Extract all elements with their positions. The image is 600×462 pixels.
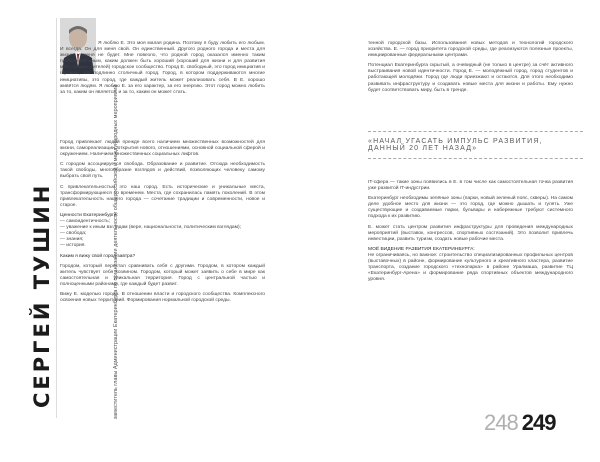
paragraph: С городом ассоциируется свобода. Образование и развитие. Отсюда необходимость такой свободы, многообразие взглядов и действий, позволяющих человеку самому выбрать свой путь. <box>60 162 265 180</box>
paragraph: IT-сфера — такие зоны появились в Е. в том числе как самостоятельная точка развития уже развитой IT-индустрии. <box>368 180 573 192</box>
paragraph: Город привлекает людей прежде всего наличием множественных возможностей для жизни, самореализации, открытия нового, отношениями, основной социальной сферой и окружением. Наличием множественных социальных лифтов. <box>60 140 265 158</box>
paragraph: Потенциал Екатеринбурга скрытый, а очевидный (не только в центре) за счёт активного выстраивания новой идентичности. Город Е. — молодёжный город, город студентов и работающей молодёжи. Город где люди приезжают и остаются. Для этого необходимо развивать инфраструктуру и создавать новые места для жизни и работы. Ему нужно будет соответствовать миру, быть в тренде. <box>368 63 573 93</box>
column-right-bottom <box>368 180 573 287</box>
page-numbers <box>484 410 555 436</box>
section-heading: МОЁ ВИДЕНИЕ РАЗВИТИЯ ЕКАТЕРИНБУРГА: <box>368 246 475 252</box>
intro-text: Я люблю Е. Это моя малая родина. Поэтому я буду любить его любым. И всегда. Он для меня свой. Он единственный. Другого родного города и места для жизни у меня не будет. Мне повезло, что родной город оказался именно таким привлекательным, каким должен быть хороший (хороший для жизни и для развития мест, семьи, жителей) городское сообщество. Город Е. свободный, это город инициатив и горожан, это подлинно столичный город. Город, в котором поддерживаются многие инициативы, это город, где каждый житель может реализовать себя. В Е. хорошо живётся людям. Я люблю Е. за его характер, за его энергию. Этот город можно любить за то, каким он является, и за то, каким он может стать. <box>60 41 265 95</box>
values-list <box>60 219 265 249</box>
page-number-right: 249 <box>521 410 556 435</box>
list-item: — знания; <box>60 237 84 243</box>
column-left <box>60 140 265 308</box>
person-name: СЕРГЕЙ ТУШИН <box>30 182 54 408</box>
list-item: — свобода; <box>60 231 87 237</box>
pull-quote: «НАЧАЛ УГАСАТЬ ИМПУЛЬС РАЗВИТИЯ, ДАННЫЙ 20 ЛЕТ НАЗАД» <box>368 131 583 159</box>
list-item: — уважение к иным взглядам (вере, национальности, политическим взглядам); <box>60 225 241 231</box>
list-item: — самоидентичность; <box>60 219 111 225</box>
paragraph: Е. может стать центром развития инфраструктуры для проведения международных мероприятий (выставок, конгрессов, спортивных состязаний). Это позволит привлечь инвестиции, развить туризм, создать новые рабочие места. <box>368 224 573 242</box>
column-right-top <box>368 41 573 98</box>
paragraph: тенной городской базы. Использования новых методов и технологий городского хозяйства. Е. — город приоритета городской среды, где реализуются полезные проекты, инициированные федеральными центрами. <box>368 41 573 59</box>
page-number-left: 248 <box>484 410 518 435</box>
paragraph: Екатеринбург необходимы зелёные зоны (парки, новый зеленый пояс, скверы). На самом деле удобное место для жизни — это город, где можно дышать и гулять. Уже существующие и создаваемые парки, бульвары и набережные требуют системного подхода к их развитию. <box>368 196 573 220</box>
list-item: — история. <box>60 243 86 249</box>
paragraph: Не ограничиваясь, но важное: строительство специализированных профильных центров (выставочных) в районе, формирование культурного и креативного кластера, развитие транспорта, создание городского «технопарка» в районе Уралмаша, развитие ТЦ «Екатеринбург-Арена» и формирование ряда спортивных объектов международного уровня. <box>368 252 573 283</box>
intro-paragraph <box>60 41 265 96</box>
person-role: заместитель главы Администрации Екатеринбурга по организации деятельности общероссийской и международных мероприятий <box>113 84 119 420</box>
question-heading: Каким я вижу свой город завтра? <box>60 253 136 259</box>
paragraph: С привлекательностью это наш город. Есть исторические и уникальные места, трансформирующиеся со временем. Места, где сохранилась память поколений. В этом привлекательность нашего города — сочетание традиции и современности, новое и старое. <box>60 184 265 208</box>
paragraph: Вижу Е. моделью города. В отношении власти и городского сообщества. Комплексного освоения новых территорий. Формирования нормальной городской среды. <box>60 291 265 304</box>
list-title: Ценности Екатеринбурга: <box>60 212 118 218</box>
column-rule <box>56 18 57 418</box>
paragraph: Городом, который перестал сравнивать себя с другими. Городом, в котором каждый житель чувствует себя хозяином. Городом, который может заявить о себе в мире как самостоятельная и уникальная территория. Город с центральной частью и полноценными районами, где каждый будет развит. <box>60 263 265 287</box>
